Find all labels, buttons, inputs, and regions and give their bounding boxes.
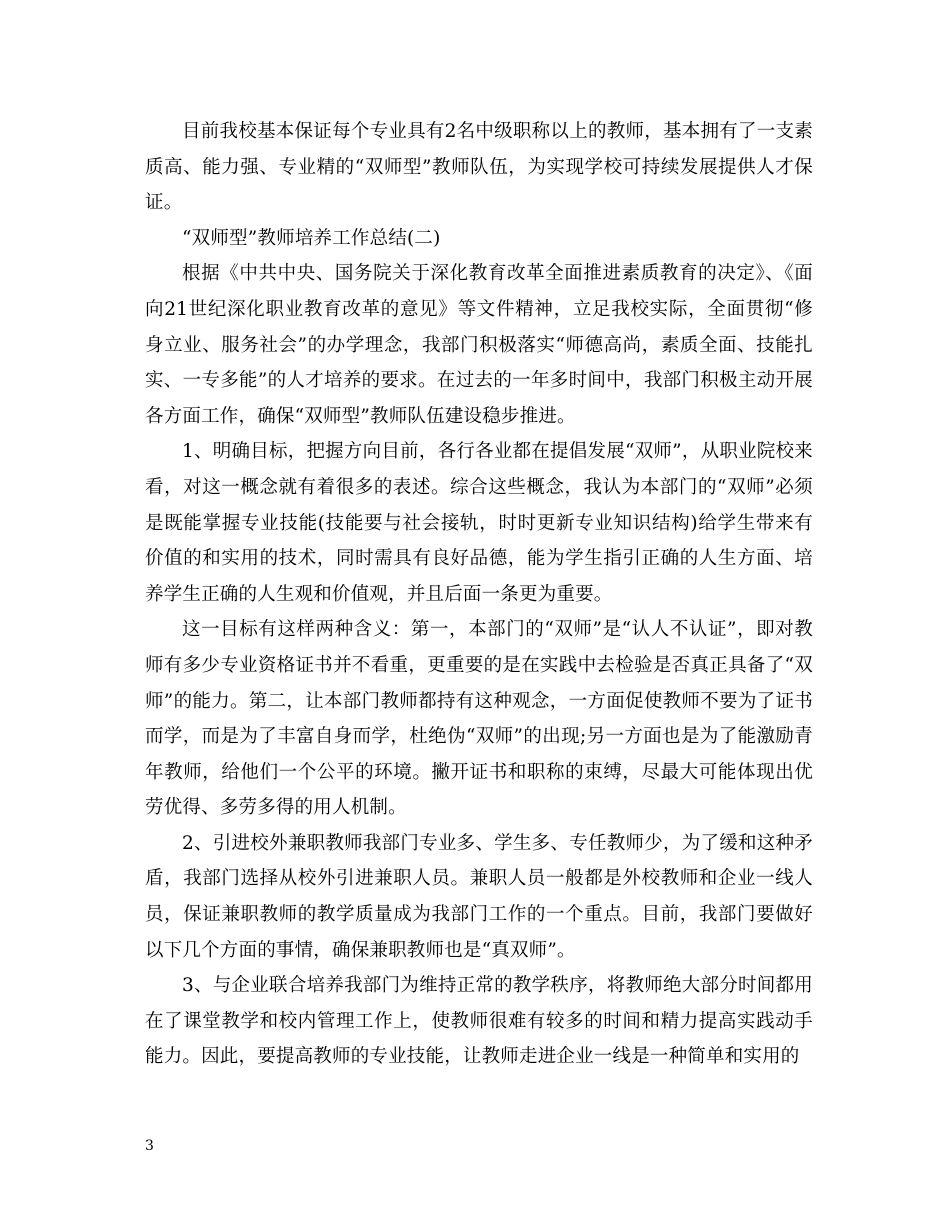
paragraph-policy-basis: 根据《中共中央、国务院关于深化教育改革全面推进素质教育的决定》、《面向21世纪深化职业教育改革的意见》等文件精神，立足我校实际，全面贯彻“修身立业、服务社会”的办学理念，我部门积极落实“师德高尚，素质全面、技能扎实、一专多能”的人才培养的要求。在过去的一年多时间中，我部门积极主动开展各方面工作，确保“双师型”教师队伍建设稳步推进。 — [145, 263, 813, 427]
paragraph-teacher-qualification: 目前我校基本保证每个专业具有2名中级职称以上的教师，基本拥有了一支素质高、能力强、专业精的“双师型”教师队伍，为实现学校可持续发展提供人才保证。 — [145, 121, 813, 214]
paragraph-goal-meaning: 这一目标有这样两种含义：第一，本部门的“双师”是“认人不认证”，即对教师有多少专业资格证书并不看重，更重要的是在实践中去检验是否真正具备了“双师”的能力。第二，让本部门教师都持有这种观念，一方面促使教师不要为了证书而学，而是为了丰富自身而学，杜绝伪“双师”的出现;另一方面也是为了能激励青年教师，给他们一个公平的环境。撇开证书和职称的束缚，尽最大可能体现出优劳优得、多劳多得的用人机制。 — [145, 619, 813, 819]
page-number: 3 — [145, 1138, 154, 1154]
paragraph-part-time-teachers: 2、引进校外兼职教师我部门专业多、学生多、专任教师少，为了缓和这种矛盾，我部门选择从校外引进兼职人员。兼职人员一般都是外校教师和企业一线人员，保证兼职教师的教学质量成为我部门工作的一个重点。目前，我部门要做好以下几个方面的事情，确保兼职教师也是“真双师”。 — [145, 832, 813, 961]
section-heading: “双师型”教师培养工作总结(二) — [182, 227, 441, 249]
paragraph-goal-direction: 1、明确目标，把握方向目前，各行各业都在提倡发展“双师”，从职业院校来看，对这一概念就有着很多的表述。综合这些概念，我认为本部门的“双师”必须是既能掌握专业技能(技能要与社会接轨，时时更新专业知识结构)给学生带来有价值的和实用的技术，同时需具有良好品德，能为学生指引正确的人生方面、培养学生正确的人生观和价值观，并且后面一条更为重要。 — [145, 441, 813, 605]
paragraph-enterprise-training: 3、与企业联合培养我部门为维持正常的教学秩序，将教师绝大部分时间都用在了课堂教学和校内管理工作上，使教师很难有较多的时间和精力提高实践动手能力。因此，要提高教师的专业技能，让教师走进企业一线是一种简单和实用的 — [145, 975, 813, 1068]
document-body — [145, 114, 813, 1075]
